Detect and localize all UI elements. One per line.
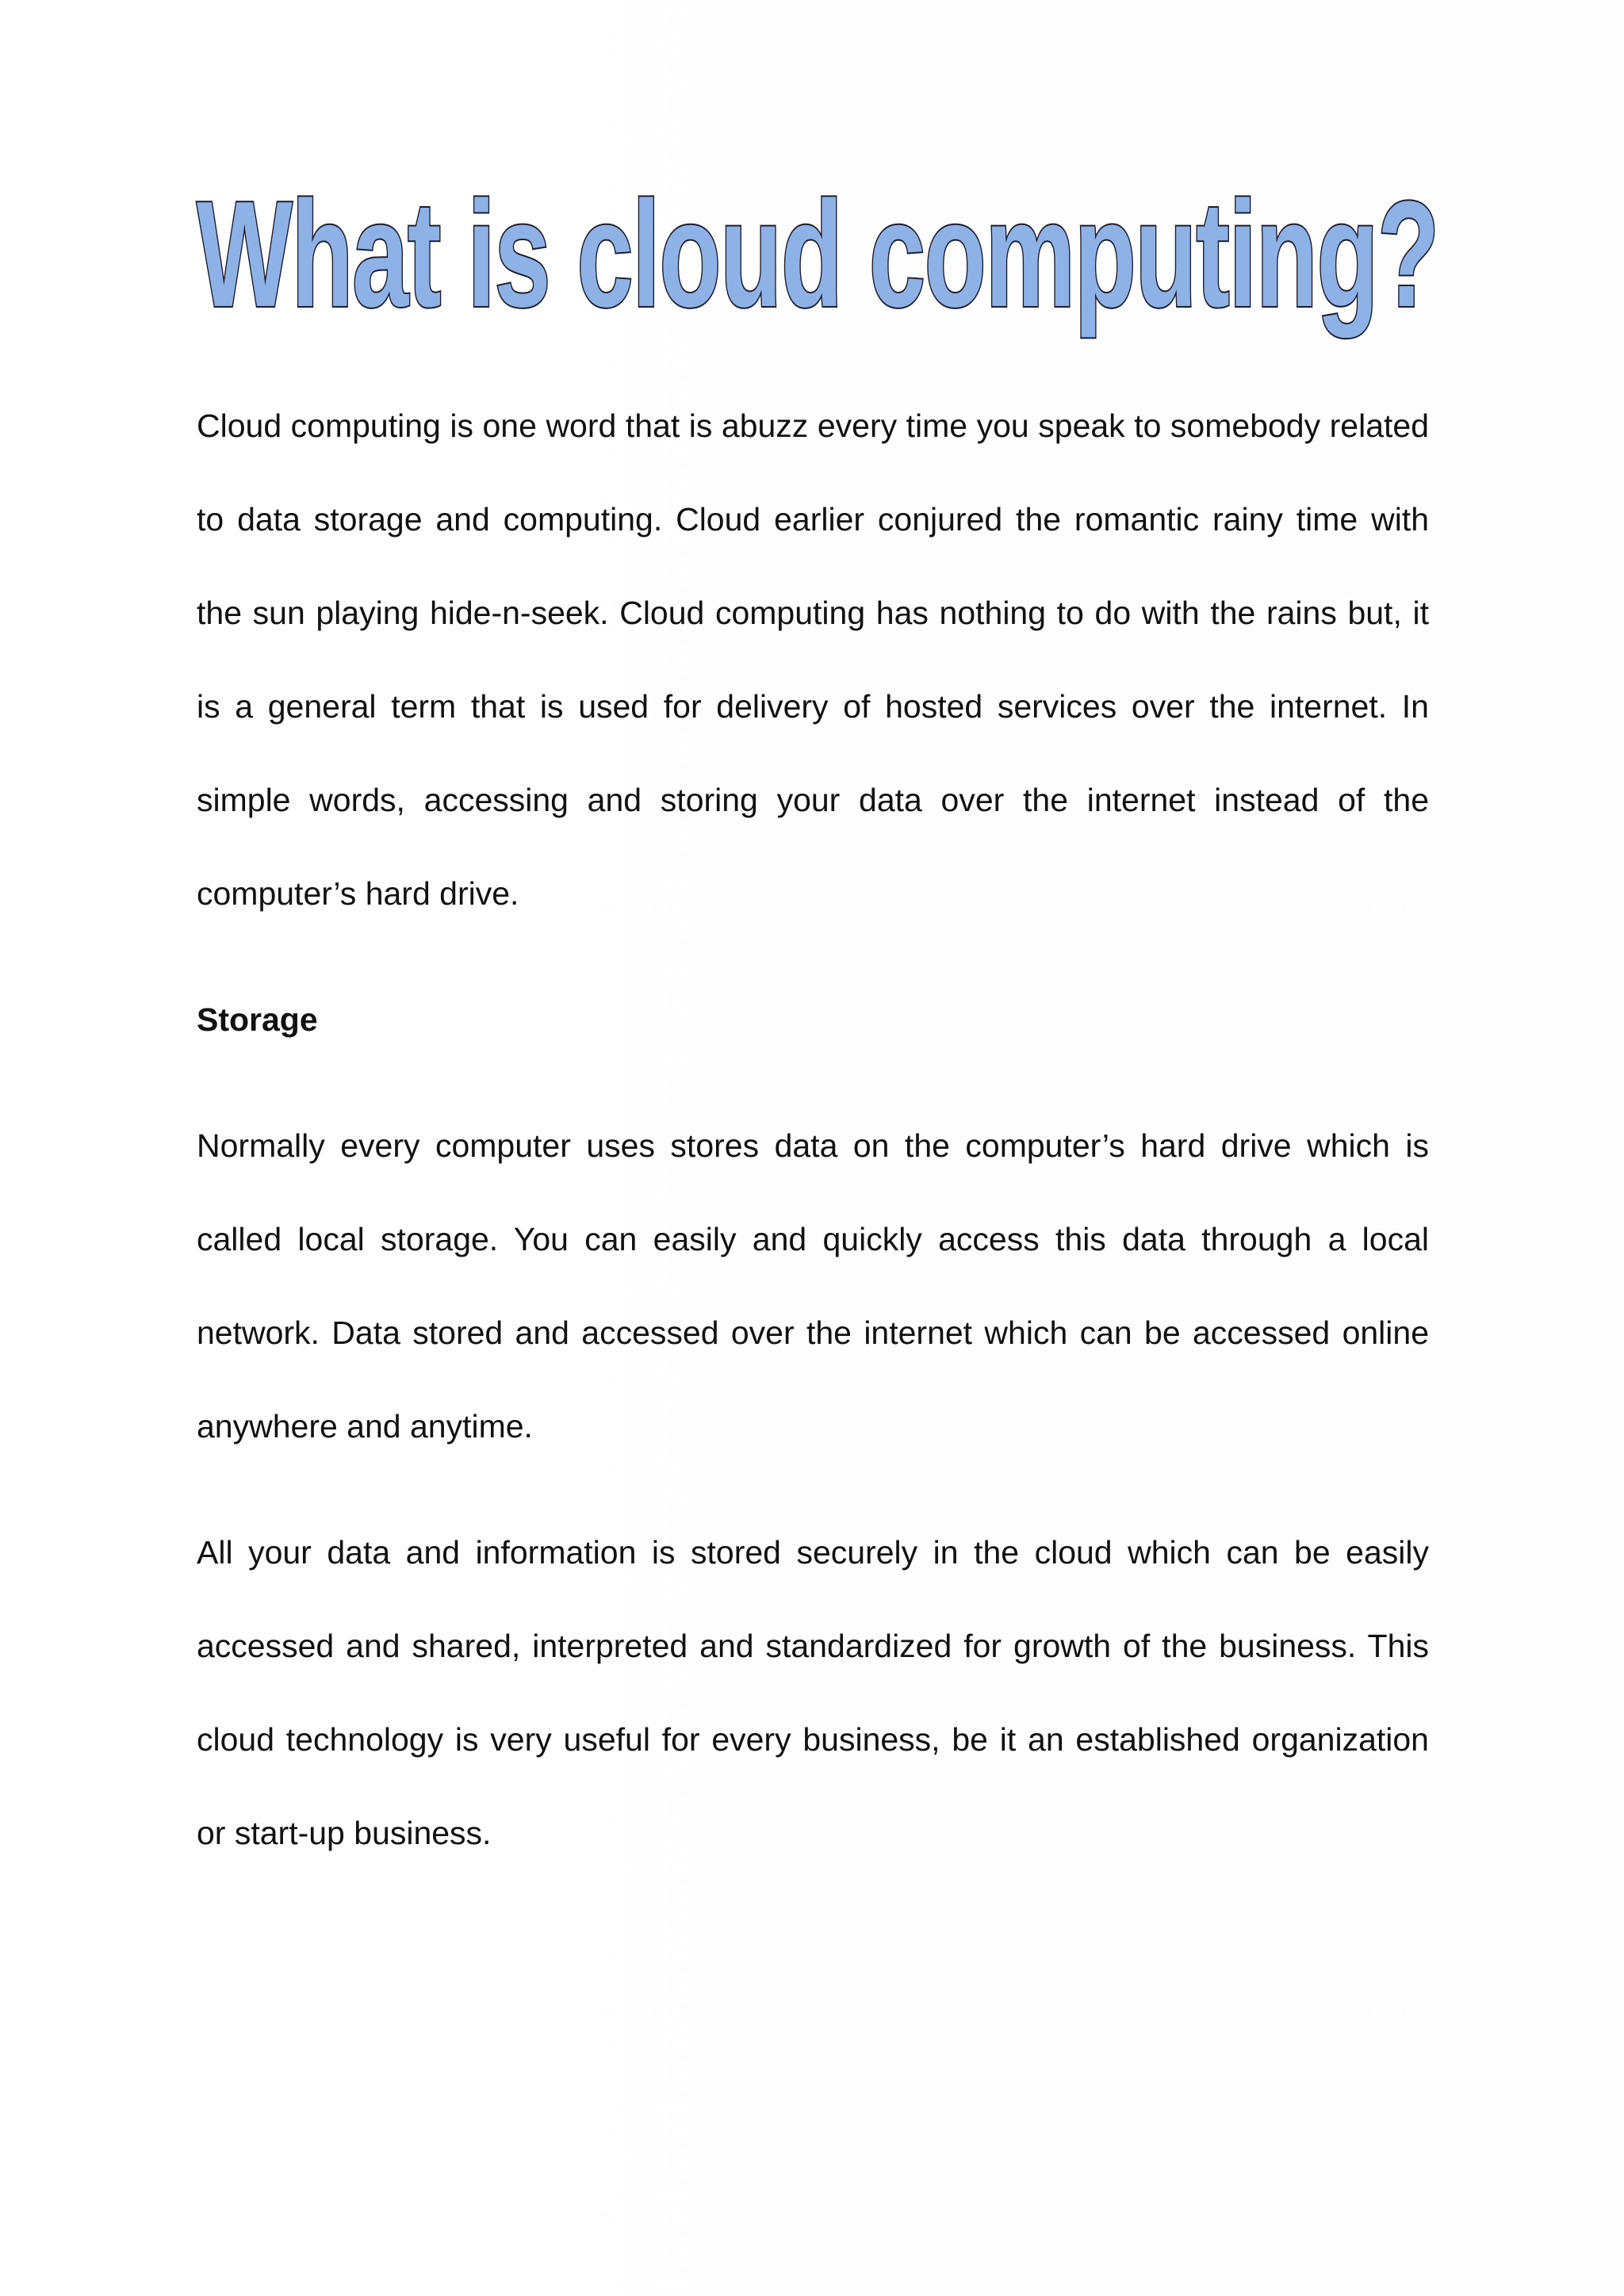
storage-heading: Storage — [197, 1001, 318, 1038]
document-title — [197, 170, 1442, 347]
title-text: What is cloud computing? — [197, 170, 1438, 339]
storage-paragraph-1: Normally every computer uses stores data on the computer’s hard drive which is called local storage. You can easily and quickly access this data through a local network. Data stored and accessed over the internet which can be accessed online anywhere and anytime. — [197, 1127, 1429, 1445]
paragraph-spacer — [197, 1473, 1429, 1506]
document-body — [197, 379, 1429, 1880]
intro-paragraph: Cloud computing is one word that is abuzz every time you speak to somebody related to data storage and computing. Cloud earlier conjured the romantic rainy time with the sun playing hide-n-seek. Cloud computing has nothing to do with the rains but, it is a general term that is used for delivery of hosted services over the internet. In simple words, accessing and storing your data over the internet instead of the computer’s hard drive. — [197, 408, 1429, 912]
storage-paragraph-2: All your data and information is stored securely in the cloud which can be easily accessed and shared, interpreted and standardized for growth of the business. This cloud technology is very useful for every business, be it an established organization or start-up business. — [197, 1534, 1429, 1851]
paragraph-spacer — [197, 1066, 1429, 1099]
paragraph-spacer — [197, 940, 1429, 973]
title-wordart — [197, 170, 1442, 347]
